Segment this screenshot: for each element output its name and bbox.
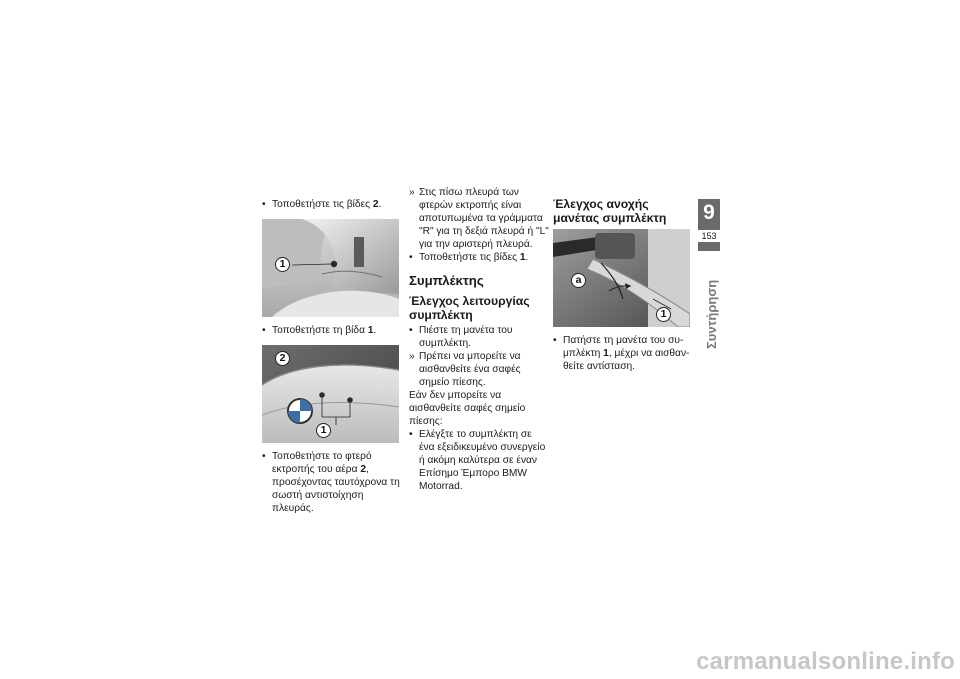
watermark: carmanualsonline.info (696, 648, 955, 675)
bullet: • (409, 429, 413, 440)
step-text: Τοποθετήστε το φτερό εκτροπής του αέρα (272, 451, 372, 475)
callout-1: 1 (316, 423, 331, 438)
result-arrow: » (409, 187, 415, 198)
page-number: 153 (698, 230, 720, 242)
step-install-deflector: • Τοποθετήστε το φτερό εκτροπής του αέρα 2, προσέχοντας ταυτόχρονα τη σωστή αντιστοίχηση πλευράς. (262, 451, 400, 514)
bullet: • (409, 325, 413, 336)
chapter-badge (698, 199, 720, 251)
figure-clutch-lever (553, 229, 690, 327)
step-install-screws: • Τοποθετήστε τις βίδες 2. (262, 199, 382, 210)
bullet: • (262, 451, 266, 462)
step-text: Πατήστε τη μανέτα του συμπλέκτη (563, 335, 684, 359)
callout-a: a (571, 273, 586, 288)
column-right (553, 197, 693, 373)
chapter-number: 9 (703, 201, 715, 224)
result-arrow: » (409, 351, 415, 362)
result-text: Πρέπει να μπορείτε να αισθανθείτε ένα σαφές σημείο πίεσης. (419, 351, 521, 388)
bullet: • (262, 199, 266, 210)
bullet: • (262, 325, 266, 336)
callout-2: 2 (275, 351, 290, 366)
section-heading-lever-play: Έλεγχος ανοχής μανέτας συμπλέκτη (553, 197, 667, 225)
step-check-workshop (409, 428, 549, 493)
reference-number: 1 (519, 252, 526, 263)
step-text: Πιέστε τη μανέτα του συμπλέκτη. (419, 325, 513, 349)
step-press-lever: • Πατήστε τη μανέτα του συμπλέκτη 1, μέχρι να αισθανθείτε αντίσταση. (553, 335, 690, 372)
callout-1: 1 (275, 257, 290, 272)
reference-number: 2 (360, 464, 366, 475)
condition-note: Εάν δεν μπορείτε να αισθανθείτε σαφές σημείο πίεσης: (409, 390, 526, 427)
step-pull-lever (409, 324, 549, 350)
result-text: Στις πίσω πλευρά των φτερών εκτροπής είναι αποτυπωμένα τα γράμματα "R" για τη δεξιά πλευρά ή "L" για την αριστερή πλευρά. (419, 187, 549, 250)
column-middle (409, 186, 549, 493)
step-text: Τοποθετήστε τη βίδα (272, 325, 368, 336)
reference-number: 1 (367, 325, 374, 336)
bullet: • (409, 252, 413, 263)
step-text: Τοποθετήστε τις βίδες (272, 199, 373, 210)
result-side-marking (409, 186, 549, 251)
step-install-screw: • Τοποθετήστε τη βίδα 1. (262, 325, 377, 336)
reference-number: 1 (603, 348, 609, 359)
step-text: Ελέγξτε το συμπλέκτη σε ένα εξειδικευμένο συνεργείο ή ακόμη καλύτερα σε έναν Επίσημο Έμπορο BMW Motorrad. (419, 429, 546, 492)
result-pressure-point (409, 350, 549, 389)
chapter-title: Συντήρηση (704, 279, 719, 349)
reference-number: 2 (372, 199, 379, 210)
figure-screw-1 (262, 219, 399, 317)
figure-wind-deflector (262, 345, 399, 443)
subheading-clutch-check: Έλεγχος λειτουργίας συμπλέκτη (409, 294, 530, 322)
step-text: Τοποθετήστε τις βίδες (419, 252, 520, 263)
column-left (262, 198, 402, 515)
callout-1: 1 (656, 307, 671, 322)
step-install-screws-2: • Τοποθετήστε τις βίδες 1. (409, 252, 529, 263)
bullet: • (553, 335, 557, 346)
section-heading-clutch: Συμπλέκτης (409, 273, 484, 288)
